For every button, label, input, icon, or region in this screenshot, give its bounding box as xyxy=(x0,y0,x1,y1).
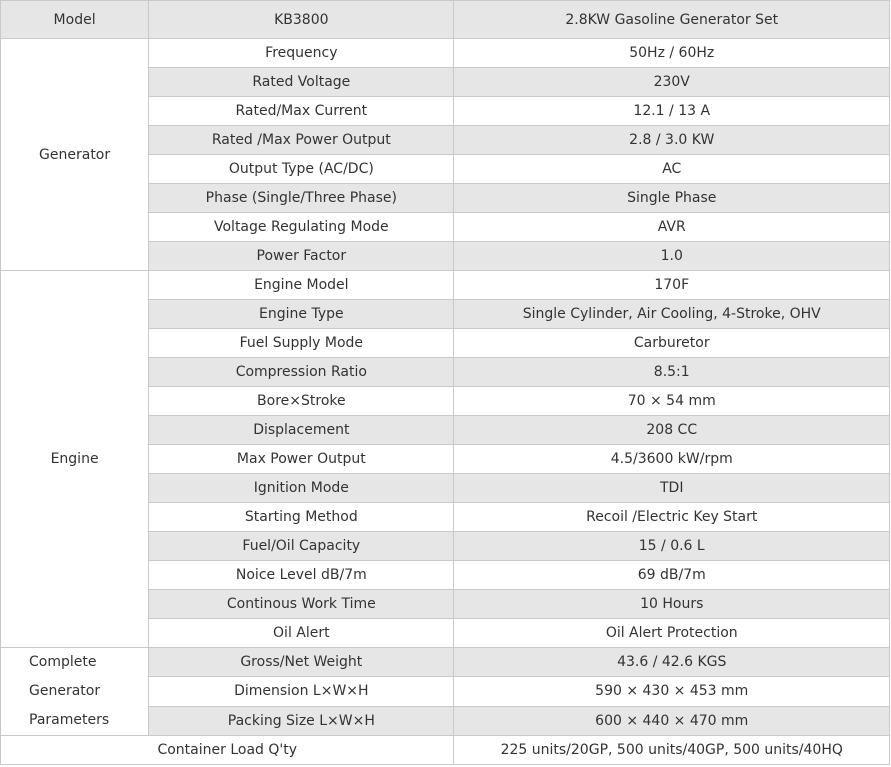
param-label: Bore×Stroke xyxy=(149,387,454,416)
header-row xyxy=(1,1,890,39)
container-load-label: Container Load Q'ty xyxy=(1,736,454,765)
param-label: Max Power Output xyxy=(149,445,454,474)
param-label: Fuel/Oil Capacity xyxy=(149,532,454,561)
param-value: TDI xyxy=(454,474,890,503)
param-value: Carburetor xyxy=(454,329,890,358)
param-label: Compression Ratio xyxy=(149,358,454,387)
param-value: 208 CC xyxy=(454,416,890,445)
param-label: Frequency xyxy=(149,39,454,68)
param-label: Continous Work Time xyxy=(149,590,454,619)
group-label-line: Complete xyxy=(29,654,97,670)
param-label: Phase (Single/Three Phase) xyxy=(149,184,454,213)
param-value: 50Hz / 60Hz xyxy=(454,39,890,68)
param-value: 230V xyxy=(454,68,890,97)
param-value: Oil Alert Protection xyxy=(454,619,890,648)
param-value: 69 dB/7m xyxy=(454,561,890,590)
table-row xyxy=(1,39,890,68)
param-label: Gross/Net Weight xyxy=(149,648,454,677)
param-label: Rated/Max Current xyxy=(149,97,454,126)
group-complete-generator-parameters xyxy=(1,648,149,736)
param-label: Displacement xyxy=(149,416,454,445)
param-label: Dimension L×W×H xyxy=(149,677,454,706)
param-label: Fuel Supply Mode xyxy=(149,329,454,358)
param-value: Single Cylinder, Air Cooling, 4-Stroke, OHV xyxy=(454,300,890,329)
param-label: Packing Size L×W×H xyxy=(149,706,454,735)
table-row xyxy=(1,648,890,677)
param-label: Starting Method xyxy=(149,503,454,532)
group-generator: Generator xyxy=(1,39,149,271)
param-value: 590 × 430 × 453 mm xyxy=(454,677,890,706)
header-model-value: KB3800 xyxy=(149,1,454,39)
param-value: 43.6 / 42.6 KGS xyxy=(454,648,890,677)
group-label-line: Parameters xyxy=(29,712,110,728)
param-label: Power Factor xyxy=(149,242,454,271)
param-label: Rated Voltage xyxy=(149,68,454,97)
param-label: Noice Level dB/7m xyxy=(149,561,454,590)
param-value: 8.5:1 xyxy=(454,358,890,387)
param-value: 2.8 / 3.0 KW xyxy=(454,126,890,155)
container-load-value: 225 units/20GP, 500 units/40GP, 500 units/40HQ xyxy=(454,736,890,765)
group-label-line: Generator xyxy=(29,683,101,699)
container-row xyxy=(1,736,890,765)
param-value: Single Phase xyxy=(454,184,890,213)
param-value: 70 × 54 mm xyxy=(454,387,890,416)
group-engine: Engine xyxy=(1,271,149,648)
param-value: AC xyxy=(454,155,890,184)
param-value: Recoil /Electric Key Start xyxy=(454,503,890,532)
param-value: 15 / 0.6 L xyxy=(454,532,890,561)
param-label: Engine Model xyxy=(149,271,454,300)
table-row xyxy=(1,271,890,300)
param-value: 12.1 / 13 A xyxy=(454,97,890,126)
param-value: AVR xyxy=(454,213,890,242)
header-product-title: 2.8KW Gasoline Generator Set xyxy=(454,1,890,39)
header-model-label: Model xyxy=(1,1,149,39)
param-label: Rated /Max Power Output xyxy=(149,126,454,155)
param-value: 4.5/3600 kW/rpm xyxy=(454,445,890,474)
param-value: 1.0 xyxy=(454,242,890,271)
param-value: 170F xyxy=(454,271,890,300)
param-label: Output Type (AC/DC) xyxy=(149,155,454,184)
param-label: Oil Alert xyxy=(149,619,454,648)
param-label: Engine Type xyxy=(149,300,454,329)
param-value: 600 × 440 × 470 mm xyxy=(454,706,890,735)
param-label: Voltage Regulating Mode xyxy=(149,213,454,242)
param-label: Ignition Mode xyxy=(149,474,454,503)
param-value: 10 Hours xyxy=(454,590,890,619)
